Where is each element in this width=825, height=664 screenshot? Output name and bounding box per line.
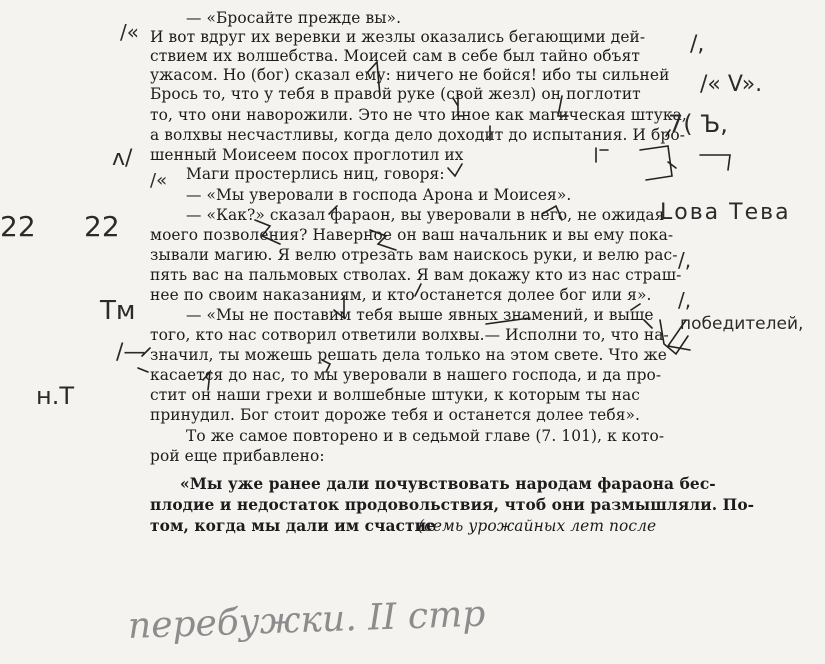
text-line: ствием их волшебства. Моисей сам в себе был тайно объят [150, 47, 640, 65]
proof-mark [640, 146, 672, 180]
pencil-note: перебужки. II стр [127, 593, 486, 647]
proof-mark [700, 155, 730, 170]
text-line: То же самое повторено и в седьмой главе (7. 101), к кото- [186, 427, 665, 445]
proof-mark [322, 360, 330, 372]
text-line: «Мы уже ранее дали почувствовать народам фараона бес- [180, 475, 716, 493]
margin-word: Lова Тева [660, 200, 791, 225]
proof-mark [334, 296, 344, 318]
text-line: того, кто нас сотворил ответили волхвы.— Исполни то, что на- [150, 326, 669, 344]
margin-mark: /, [678, 248, 692, 272]
proof-mark [453, 96, 463, 116]
text-line-italic: (семь урожайных лет после [418, 517, 657, 535]
proof-mark [542, 206, 562, 220]
proof-mark [558, 96, 568, 116]
proof-mark [666, 130, 676, 168]
margin-mark: /— [116, 340, 146, 365]
margin-mark: Тм [100, 296, 136, 326]
proof-mark [631, 304, 652, 328]
proof-mark [203, 372, 210, 390]
margin-mark: /« [150, 170, 168, 191]
margin-mark: 22 [84, 210, 120, 243]
margin-mark: /« [120, 20, 139, 44]
text-line: стит он наши грехи и волшебные штуки, к которым ты нас [150, 386, 640, 404]
margin-word: победителей, [680, 314, 804, 334]
text-line: — «Бросайте прежде вы». [186, 9, 402, 27]
proof-mark [415, 284, 421, 296]
text-line: шенный Моисеем посох проглотил их [150, 146, 464, 164]
margin-mark: /, [678, 288, 692, 312]
proof-mark [329, 206, 337, 214]
margin-mark: 22 [0, 210, 36, 243]
text-line: — «Мы не поставим тебя выше явных знамений, и выше [186, 306, 654, 324]
text-line: рой еще прибавлено: [150, 447, 325, 465]
proof-mark [486, 318, 530, 324]
proof-mark [448, 164, 462, 176]
margin-mark: /« V». [700, 72, 763, 97]
text-line: а волхвы несчастливы, когда дело доходит до испытания. И бро- [150, 126, 686, 144]
text-line: плодие и недостаток продовольствия, чтоб они размышляли. По- [150, 496, 755, 514]
text-line: И вот вдруг их веревки и жезлы оказались бегающими дей- [150, 28, 646, 46]
proof-mark [596, 148, 608, 162]
text-line: зывали магию. Я велю отрезать вам наискось руки, и велю рас- [150, 246, 678, 264]
margin-mark: /, [690, 32, 705, 57]
text-line: Маги простерлись ниц, говоря: [186, 165, 445, 183]
text-line: ужасом. Но (бог) сказал ему: ничего не бойся! ибо ты сильней [150, 66, 670, 84]
text-line: нее по своим наказаниям, и кто останется долее бог или я». [150, 286, 652, 304]
text-line: — «Как?» сказал фараон, вы уверовали в него, не ожидая [186, 206, 665, 224]
text-line: моего позволения? Наверное он ваш начальник и вы ему пока- [150, 226, 674, 244]
text-line: — «Мы уверовали в господа Арона и Моисея». [186, 186, 572, 204]
text-line: Брось то, что у тебя в правой руке (свой жезл) он поглотит [150, 85, 641, 103]
text-line: том, когда мы дали им счастие [150, 517, 437, 535]
proof-mark [138, 348, 150, 372]
text-line: принудил. Бог стоит дороже тебя и останется долее тебя». [150, 406, 641, 424]
text-line: то, что они наворожили. Это не что иное как магическая штука, [150, 106, 687, 124]
margin-mark: н.Т [36, 382, 74, 410]
proof-mark [668, 320, 690, 350]
proof-mark [370, 230, 396, 250]
text-line: значил, ты можешь решать дела только на этом свете. Что же [150, 346, 667, 364]
proof-mark [255, 220, 280, 244]
margin-mark: 7( Ъ, [668, 110, 728, 138]
text-line: касается до нас, то мы уверовали в нашего господа, и да про- [150, 366, 662, 384]
margin-mark: ʌ/ [112, 146, 133, 171]
text-line: пять вас на пальмовых стволах. Я вам докажу кто из нас страш- [150, 266, 682, 284]
proof-mark [367, 62, 380, 96]
